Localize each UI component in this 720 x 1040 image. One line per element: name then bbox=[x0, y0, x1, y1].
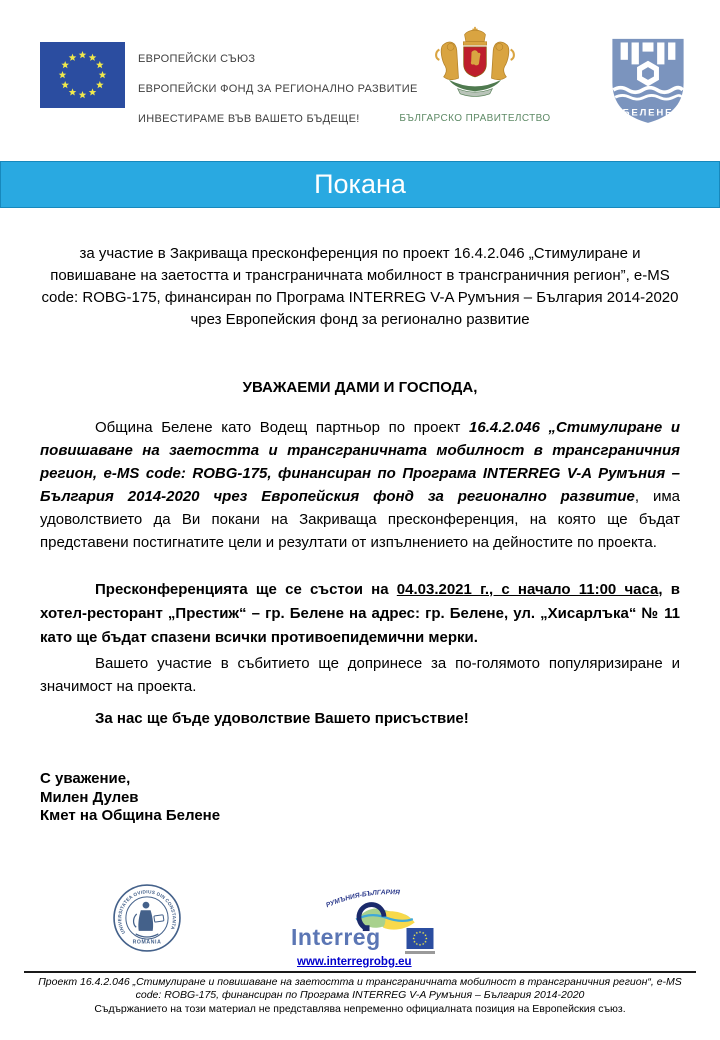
banner-title: Покана bbox=[314, 169, 406, 199]
project-paragraph-lead: Община Белене като Водещ партньор по проект bbox=[95, 419, 470, 436]
bulgarian-coat-of-arms-icon bbox=[400, 26, 550, 106]
ovidius-statue-icon bbox=[134, 902, 164, 937]
university-country-text: ROMANIA bbox=[132, 939, 162, 946]
belene-label: БЕЛЕНЕ bbox=[622, 107, 674, 119]
eu-funding-lines bbox=[138, 44, 418, 134]
interreg-wordmark: Interreg bbox=[291, 924, 381, 950]
footer-note-block bbox=[24, 971, 696, 1017]
eu-flag-icon bbox=[40, 42, 125, 108]
ovidius-university-seal bbox=[112, 882, 182, 954]
signature-title: Кмет на Община Белене bbox=[40, 807, 221, 824]
university-ring-text: UNIVERSITATEA OVIDIUS DIN CONSTANTA bbox=[118, 890, 176, 935]
eu-line-slogan: ИНВЕСТИРАМЕ ВЪВ ВАШЕТО БЪДЕЩЕ! bbox=[138, 113, 360, 125]
closing-line: За нас ще бъде удоволствие Вашето присъствие! bbox=[95, 710, 469, 727]
bulgarian-government-logo bbox=[398, 26, 552, 124]
participation-paragraph: Вашето участие в събитието ще допринесе за по-голямото популяризиране и значимост на проекта. bbox=[40, 655, 680, 695]
event-paragraph-lead: Пресконференцията ще се състои на bbox=[95, 581, 397, 598]
event-paragraph-tail: , в хотел-ресторант „Престиж“ – гр. Белене на адрес: гр. Белене, ул. „Хисарлъка“ № 11 като ще бъдат спазени всички противоепидемични мерки. bbox=[40, 581, 680, 646]
interreg-website-link[interactable]: www.interregrobg.eu bbox=[297, 956, 412, 968]
intro-paragraph: за участие в Закриваща пресконференция по проект 16.4.2.046 „Стимулиране и повишаване на заетостта и трансграничната мобилност в трансграничния регион”, e-MS code: ROBG-175, финансиран по Програма INTERREG V-A Румъния – България 2014-2020 чрез Европейския фонд за регионално развитие bbox=[41, 245, 679, 328]
interreg-eu-caption-bar bbox=[405, 951, 435, 954]
eu-line-union: ЕВРОПЕЙСКИ СЪЮЗ bbox=[138, 53, 256, 65]
project-paragraph-tail: , има удоволствието да Ви покани на Закриваща пресконференция, на която ще бъдат представени постигнатите цели и резултати от изпълнението на дейностите по проекта. bbox=[40, 488, 680, 551]
eu-line-fund: ЕВРОПЕЙСКИ ФОНД ЗА РЕГИОНАЛНО РАЗВИТИЕ bbox=[138, 83, 418, 95]
event-paragraph bbox=[40, 578, 680, 650]
government-label: БЪЛГАРСКО ПРАВИТЕЛСТВО bbox=[399, 113, 551, 124]
project-title: 16.4.2.046 „Стимулиране и повишаване на заетостта и трансграничната мобилност в трансграничния регион, e-MS code: ROBG-175, финансиран по Програма INTERREG V-A Румъния – България 2014-2020 чрез Европейския фонд за регионално развитие bbox=[40, 419, 681, 505]
footer-disclaimer: Съдържанието на този материал не представлява непременно официалната позиция на Европейския съюз. bbox=[94, 1003, 626, 1015]
signature-regards: С уважение, bbox=[40, 770, 131, 787]
signature-name: Милен Дулев bbox=[40, 788, 139, 806]
signature-block bbox=[40, 770, 680, 826]
interreg-eu-flag-icon bbox=[405, 928, 435, 949]
invitation-banner bbox=[0, 161, 720, 208]
project-paragraph bbox=[40, 416, 680, 554]
interreg-arc-text: РУМЪНИЯ-БЪЛГАРИЯ bbox=[325, 889, 401, 910]
salutation: УВАЖАЕМИ ДАМИ И ГОСПОДА, bbox=[242, 379, 478, 396]
event-datetime: 04.03.2021 г., с начало 11:00 часа bbox=[396, 581, 659, 598]
footer-project-note: Проект 16.4.2.046 „Стимулиране и повишаване на заетостта и трансграничната мобилност в трансграничния регион“, e-MS code: ROBG-175, финансиран по Програма INTERREG V-A Румъния – България 2014-2020 bbox=[38, 976, 682, 1001]
belene-municipality-logo bbox=[606, 30, 690, 128]
interreg-logo-block bbox=[291, 882, 471, 968]
